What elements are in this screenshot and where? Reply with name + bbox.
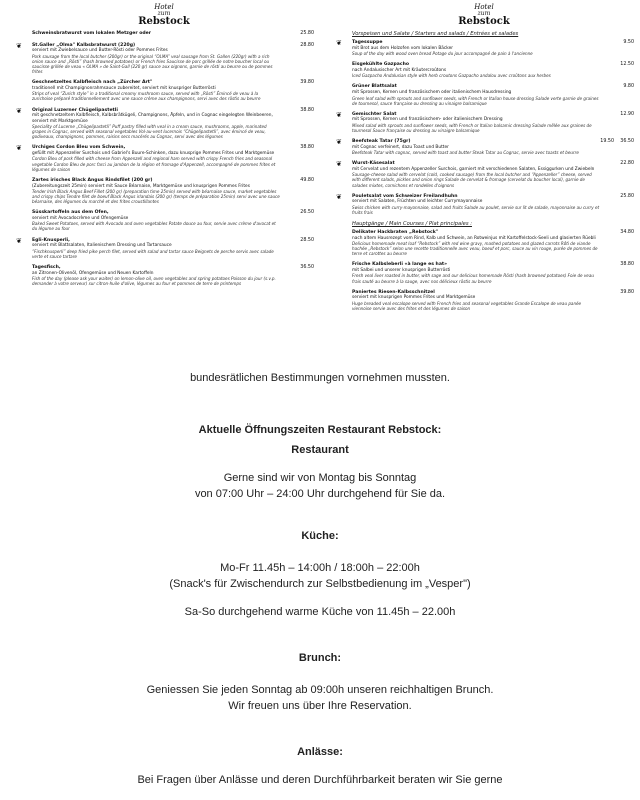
events-line1: Bei Fragen über Anlässe und deren Durchführbarkeit beraten wir Sie gerne [137, 774, 503, 786]
menu-item-translation: Iced Gazpacho Andalusian style with herb croutons Gazpacho andalou avec croûtons aux herbes [352, 73, 551, 79]
menu-item-translation: “Fischknusperli” deep fried pike perch filet, served with salad and tartar sauce Beignets de perche servis avec salade verte et sauce tartare [32, 248, 274, 259]
opening-hours-info [0, 370, 640, 788]
menu-item-description: serviert mit Avocadocrème und Ofengemüse [32, 215, 129, 221]
leaf-icon: ❦ [336, 138, 342, 147]
starters-section-title: Vorspeisen und Salate / Starters and salads / Entrées et salades [352, 31, 519, 37]
menu-item-price: 25.80 [300, 31, 314, 36]
menu-item [14, 210, 314, 231]
menu-item-title: Frische Kalbsleberli «à lange es hat» [352, 262, 448, 268]
menu-item-description: mit Cervelat und rezentem Appenzeller Surchois, garniert mit verschiedenen Salaten, Essiggurken und Zwiebeln [352, 166, 595, 172]
menu-item-description: serviert mit knusprigen Pommes Frites und Marktgemüse [352, 295, 476, 301]
menu-item-translation: Mixed salad with sprouts and sunflower seeds, with French or Italian balsamic dressing Salade mêlée aux graines de tournesol Sauce française ou dressing au vinaigre balsamique [352, 122, 592, 133]
menu-item-price: 28.80 [300, 42, 314, 48]
menu-item-description: gefüllt mit Appenzeller Surchois und Gabriel's Buure-Schinken, dazu knusprige Pommes Frites und Marktgemüse [32, 151, 275, 157]
menu-item-price: 38.80 [620, 262, 634, 268]
brunch-line1: Geniessen Sie jeden Sonntag ab 09:00h unseren reichhaltigen Brunch. [146, 684, 494, 696]
menu-item-translation: Green leaf salad with sprouts and sunflower seeds, with French or Italian house dressing Salade verte garnie de graines de tournesol, sauce française ou dressing au vinaigre balsamique [352, 95, 599, 106]
leaf-icon: ❦ [336, 39, 342, 47]
menu-item-translation: Soup of the day with wood oven bread Potage du jour accompagné de pain à l'ancienne [352, 51, 533, 57]
info-line0: bundesrätlichen Bestimmungen vornehmen mussten. [190, 372, 450, 384]
menu-item-title: Urchiges Cordon Bleu vom Schwein, [32, 145, 126, 151]
menu-item-description: mit Sprossen, Kernen und französischem oder italienischem Hausdressing [352, 90, 512, 96]
menu-item-price: 38.80 [300, 107, 314, 113]
menu-item-price: 36.50 [620, 139, 634, 145]
menu-item [334, 40, 634, 56]
menu-item-description: serviert mit Salaten, Früchten und leichter Currymayonnaise [352, 199, 483, 205]
menu-item [334, 112, 634, 133]
left-menu-list [14, 31, 314, 286]
menu-image [0, 0, 640, 362]
menu-item-price: 28.50 [300, 237, 314, 243]
leaf-icon: ❦ [16, 106, 22, 115]
menu-item-translation: Swiss chicken with curry-mayonnaise, salad and fruits Salade au poulet, servie sur lit de salade, mayonnaise au curry et fruits frais [352, 204, 600, 215]
restaurant-line2: von 07:00 Uhr – 24:00 Uhr durchgehend für Sie da. [194, 488, 446, 500]
menu-right-column [334, 0, 634, 317]
menu-item-description: mit geschnetzeltem Kalbfleisch, Kalbsbrätkügeli, Champignons, Äpfeln, und in Cognac eingelegten Weinbeeren, serviert mit Marktgemüse [32, 113, 273, 124]
menu-item-description: (Zubereitungszeit 25min) serviert mit Sauce Béarnaise, Marktgemüse und knusprigen Pommes Frites [32, 183, 250, 189]
menu-item-price: 38.80 [300, 145, 314, 151]
menu-item [334, 262, 634, 283]
menu-item-title: Süsskartoffeln aus dem Ofen, [32, 210, 109, 216]
brunch-line2: Wir freuen uns über Ihre Reservation. [228, 700, 412, 712]
menu-item-description: nach altem Hausrezept vom Rind, Kalb und Schwein, an Rotweinjus mit Kartoffelstock-Seeli und glasierten Rüebli [352, 235, 596, 241]
menu-item-translation: Strips of veal “Zurich style” in a traditional creamy mushroom sauce, served with „Rösti” Émincé de veau à la zurichoise préparé traditionnellement avec une sauce crème aux champignons, servi avec des röstis au beurre [32, 91, 261, 102]
events-heading: Anlässe: [297, 746, 343, 758]
menu-item-price: 9.50 [623, 40, 634, 45]
restaurant-line1: Gerne sind wir von Montag bis Sonntag [223, 472, 417, 484]
menu-item [14, 80, 314, 101]
right-menu-list [334, 40, 634, 215]
menu-item-translation: Speciality of Lucerne „Chügelipastetli” Puff pastry filled with veal in a cream sauce, mushrooms, apple, marinated grapes in Cognac, served with seasonal vegetables Vol-au-vent lucernois “Chügelipastetli”, avec émincé de veau, godiveaux, champignons, pommes, raisins secs macérés au Cognac, servi avec des légumes [32, 124, 267, 140]
menu-item [334, 139, 634, 155]
menu-item-title: Tagesfisch, [32, 264, 61, 270]
menu-item-price-small: 19.50 [600, 139, 614, 145]
rebstock-logo-right [334, 4, 634, 27]
menu-item [14, 31, 314, 37]
kitchen-line1: Mo-Fr 11.45h – 14:00h / 18:00h – 22:00h [220, 562, 420, 574]
menu-left-column [14, 0, 314, 292]
menu-item-price: 9.80 [623, 84, 634, 90]
menu-item-description: an Zitronen-Olivenöl, Ofengemüse und Neuen Kartoffeln [32, 270, 154, 276]
menu-item-title: Schweinsbratwurst vom lokalen Metzger oder [32, 31, 152, 36]
menu-item-title: Paniertes Riesen-Kalbsschnitzel [352, 289, 435, 295]
rebstock-logo [14, 4, 314, 27]
menu-item-price: 25.80 [620, 193, 634, 199]
menu-item-description: serviert mit Blattsalaten, Italienischem Dressing und Tartarsauce [32, 243, 172, 249]
restaurant-heading: Restaurant [291, 444, 349, 456]
menu-item-price: 12.50 [620, 62, 634, 68]
menu-item-price: 39.80 [620, 289, 634, 295]
menu-item-title: Egli-Knusperli, [32, 237, 70, 243]
leaf-icon: ❦ [16, 236, 22, 245]
logo-line3: Rebstock [458, 16, 510, 27]
menu-item-price: 34.80 [620, 229, 634, 235]
logo-line1: Hotel [474, 3, 494, 11]
menu-item [334, 194, 634, 215]
menu-item-title: Grüner Blattsalat [352, 84, 397, 90]
menu-item-price: 39.80 [300, 80, 314, 86]
menu-item-translation: Baked Sweet Potatoes, served with Avocado and oven vegetables Patate douce au four, servie avec crème d'avocat et du légume au four [32, 221, 276, 232]
opening-hours-heading: Aktuelle Öffnungszeiten Restaurant Rebstock: [198, 424, 442, 436]
leaf-icon: ❦ [336, 192, 342, 201]
menu-item-title: Geschnetzeltes Kalbfleisch nach „Zürcher Art" [32, 80, 153, 86]
main-courses-section-title: Hauptgänge / Main Courses / Plat principales : [352, 220, 472, 227]
menu-item-translation: Fish of the day (please ask your waiter) on lemon-olive oil, oven vegetables and spring potatoes Poisson du jour (s.v.p. demander à votre serveur) sur citron-huile d'olive, légumes au four et pommes de terre de printemps [32, 275, 276, 287]
kitchen-heading: Küche: [301, 530, 339, 542]
menu-item [334, 290, 634, 311]
menu-item-price: 36.50 [300, 264, 314, 270]
menu-item-title: Zartes irisches Black Angus Rindsfilet (200 gr) [32, 177, 153, 183]
menu-item-description: serviert mit Zwiebelsauce und Butter-Rösti oder Pommes Frites [32, 48, 168, 54]
menu-item [14, 238, 314, 259]
menu-item [14, 43, 314, 75]
menu-item-description: mit Cognac verfeinert, dazu Toast und Butter [352, 144, 449, 150]
menu-item [14, 108, 314, 140]
menu-item-title: Gemischter Salat [352, 111, 397, 117]
kitchen-line2: (Snack's für Zwischendurch zur Selbstbedienung im „Vesper") [169, 578, 471, 590]
menu-item-translation: Pork sausage from the local butcher (200gr) or the original “OLMA” veal sausage from St. Gallen (220gr) with a rich onion sauce and „Rösti” (hash browned potatoes) or French fries Saucisse de porc grillée de notre boucher local ou saucisse grillée de veau « OLMA » de Saint-Gall (220 gr) sauce aux oignons, garnie de rösti au beurre ou de pommes frites [32, 53, 273, 75]
menu-item-price: 22.80 [620, 161, 634, 167]
menu-item-title: Pouletsalat vom Schweizer Freilandhuhn [352, 193, 458, 199]
menu-item [14, 178, 314, 204]
menu-item [14, 145, 314, 171]
brunch-heading: Brunch: [298, 652, 342, 664]
kitchen-line3: Sa-So durchgehend warme Küche von 11.45h – 22.00h [184, 606, 456, 618]
menu-item [14, 265, 314, 286]
menu-item-title: Delikater Hackbraten „Rebstock" [352, 229, 439, 235]
menu-item-price: 49.80 [300, 177, 314, 183]
menu-item [334, 161, 634, 187]
logo-line2: zum [157, 10, 171, 17]
menu-item [334, 62, 634, 78]
menu-item [334, 84, 634, 105]
leaf-icon: ❦ [16, 144, 22, 153]
menu-item-title: Wurst-Käsesalat [352, 161, 395, 167]
menu-item-translation: Huge breaded veal escalope served with French fries and seasonal vegetables Grande Escalope de veau panée viennoise servie avec des frites et des légumes de saison [352, 300, 582, 311]
menu-item-title: Original Luzerner Chügelipastetli [32, 107, 118, 113]
menu-item-description: nach Andalusischer Art mit Kräutercroûtons [352, 67, 447, 73]
menu-item-price: 26.50 [300, 210, 314, 216]
menu-item-title: Beefsteak Tatar (75gr) [352, 139, 411, 145]
menu-item [334, 230, 634, 256]
menu-item-description: mit Brot aus dem Holzofen vom lokalen Bäcker [352, 45, 454, 51]
leaf-icon: ❦ [16, 41, 22, 50]
logo-line1: Hotel [154, 3, 174, 11]
menu-item-translation: Delicious homemade meat loaf “Rebstock” with red wine gravy, mashed potatoes and glazed carrots Rôti de viande hachée „Rebstock” selon une recette traditionnelle avec veau, boeuf et porc, sauce au vin rouge, purée de pommes de terre et carottes au beurre [352, 241, 598, 257]
menu-item-description: traditionell mit Champignonrahmsauce zubereitet, serviert mit knuspriger Butterrösti [32, 86, 216, 91]
menu-item-translation: Cordon Bleu of pork filled with cheese from Appenzell and regional ham served with crispy French fries and seasonal vegetable Cordon Bleu de porc farci au jambon de la région et fromage d'Appenzell, accompagné de pommes frites et légumes de saison [32, 156, 276, 172]
menu-item-translation: Fresh veal liver roasted in butter, with sage and our delicious homemade Rösti (hash browned potatoes) Foie de veau frais sauté au beurre à la sauge, avec nos délicieux röstis au beurre [352, 273, 594, 284]
menu-item-translation: Sausage-cheese salad with cervelat (cold, cooked sausage) from the local butcher and “Appenzeller” cheese, served with different salads, pickles and onion rings Salade de cervelat & fromage (cervelat du boucher local), garnie de salades mixtes, cornichons et rondelles d'oignons [352, 172, 592, 188]
menu-item-title: Tagessuppe [352, 40, 383, 45]
menu-item-description: mit Salbei und unserer knusprigen Butterrösti [352, 268, 451, 274]
menu-item-title: St.Galler „Olma" Kalbsbratwurst (220g) [32, 42, 136, 48]
logo-line2: zum [477, 10, 491, 17]
logo-line3: Rebstock [138, 16, 190, 27]
leaf-icon: ❦ [336, 160, 342, 169]
menu-item-translation: Tender Irish Black Angus Beef Fillet (200 gr) (preparation time 25min) served with béarnaise sauce, market vegetables and crispy chips Tendre filet de boeuf Black Angus irlandais (200 gr) (temps de préparation 25min) servi avec une sauce béarnaise, des légumes du marché et des frites croustillantes [32, 188, 280, 205]
menu-item-price: 12.90 [620, 111, 634, 117]
leaf-icon: ❦ [336, 110, 342, 119]
right-menu-list-2 [334, 230, 634, 311]
menu-item-translation: Beefsteak Tatar with cognac, served with toast and butter Steak Tatar au Cognac, servie avec toasts et beurre [352, 150, 579, 156]
menu-item-title: Eisgekühlte Gazpacho [352, 62, 410, 68]
menu-item-description: mit Sprossen, Kernen und französischem- oder italienischem Dressing [352, 117, 503, 123]
